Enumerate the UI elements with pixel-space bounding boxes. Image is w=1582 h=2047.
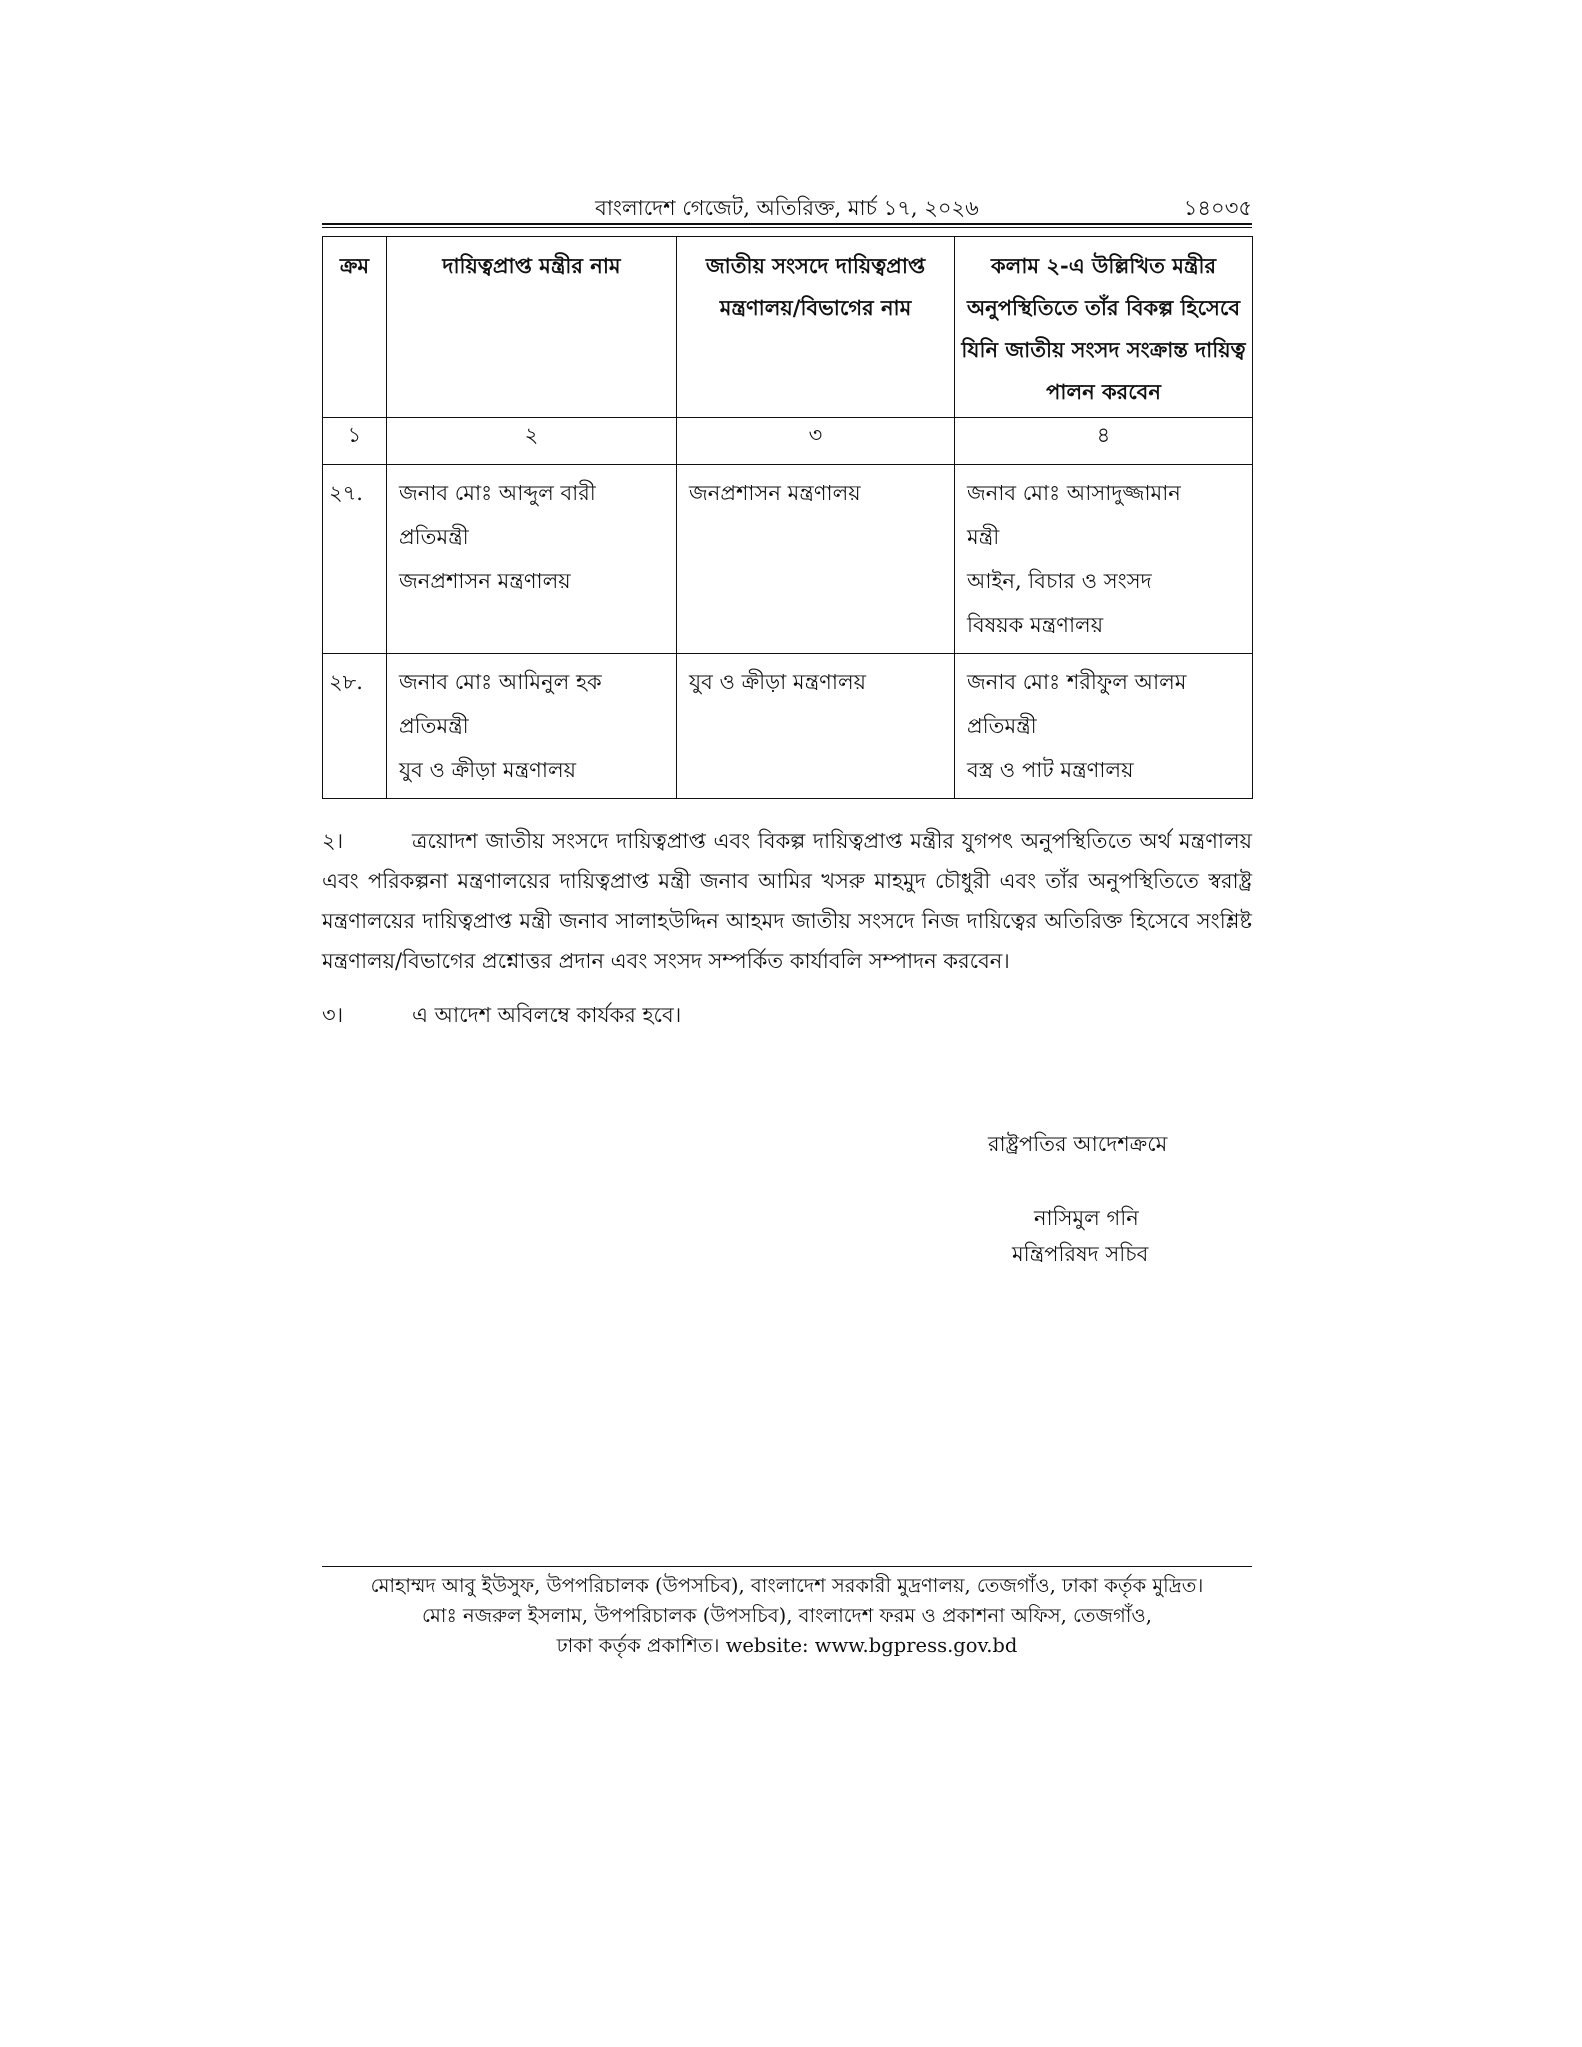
footer-rule (322, 1566, 1252, 1567)
column-number: ১ (323, 418, 387, 465)
paragraph-text: এ আদেশ অবিলম্বে কার্যকর হবে। (412, 1003, 682, 1027)
paragraph-3 (322, 995, 1252, 1035)
paragraph-text: ত্রয়োদশ জাতীয় সংসদে দায়িত্বপ্রাপ্ত এবং বিকল্প দায়িত্বপ্রাপ্ত মন্ত্রীর যুগপৎ অনুপস্থিতিতে অর্থ মন্ত্রণালয় এবং পরিকল্পনা মন্ত্রণালয়ের দায়িত্বপ্রাপ্ত মন্ত্রী জনাব আমির খসরু মাহমুদ চৌধুরী এবং তাঁর অনুপস্থিতিতে স্বরাষ্ট্র মন্ত্রণালয়ের দায়িত্বপ্রাপ্ত মন্ত্রী জনাব সালাহউদ্দিন আহমদ জাতীয় সংসদে নিজ দায়িত্বের অতিরিক্ত হিসেবে সংশ্লিষ্ট মন্ত্রণালয়/বিভাগের প্রশ্নোত্তর প্রদান এবং সংসদ সম্পর্কিত কার্যাবলি সম্পাদন করবেন। (322, 829, 1252, 973)
footer-website-line: ঢাকা কর্তৃক প্রকাশিত। website: www.bgpress.gov.bd (556, 1634, 1018, 1657)
minister-rank: প্রতিমন্ত্রী (399, 714, 469, 738)
minister-ministry: জনপ্রশাসন মন্ত্রণালয় (399, 569, 571, 593)
alternate-ministry: বস্ত্র ও পাট মন্ত্রণালয় (967, 758, 1134, 782)
row-minister (387, 465, 677, 654)
row-serial: ২৮. (323, 654, 387, 799)
minister-ministry: যুব ও ক্রীড়া মন্ত্রণালয় (399, 758, 576, 782)
column-number-row (323, 418, 1253, 465)
header-minister: দায়িত্বপ্রাপ্ত মন্ত্রীর নাম (387, 237, 677, 418)
minister-name: জনাব মোঃ আব্দুল বারী (399, 481, 596, 505)
paragraph-number: ২। (322, 829, 344, 853)
column-number: ২ (387, 418, 677, 465)
header-alternate: কলাম ২-এ উল্লিখিত মন্ত্রীর অনুপস্থিতিতে তাঁর বিকল্প হিসেবে যিনি জাতীয় সংসদ সংক্রান্ত দায়িত্ব পালন করবেন (955, 237, 1253, 418)
duty-table (322, 236, 1253, 799)
column-number: ৩ (677, 418, 955, 465)
row-alternate (955, 654, 1253, 799)
signatory-designation: মন্ত্রিপরিষদ সচিব (1012, 1242, 1149, 1266)
alternate-rank: মন্ত্রী (967, 525, 1000, 549)
duty-table-container (322, 236, 1252, 799)
table-row (323, 465, 1253, 654)
minister-rank: প্রতিমন্ত্রী (399, 525, 469, 549)
table-row (323, 654, 1253, 799)
alternate-ministry: আইন, বিচার ও সংসদ (967, 569, 1152, 593)
order-line: রাষ্ট্রপতির আদেশক্রমে (988, 1132, 1168, 1156)
row-alternate (955, 465, 1253, 654)
column-number: ৪ (955, 418, 1253, 465)
header-serial: ক্রম (323, 237, 387, 418)
footer-printer-line: মোহাম্মদ আবু ইউসুফ, উপপরিচালক (উপসচিব), বাংলাদেশ সরকারী মুদ্রণালয়, তেজগাঁও, ঢাকা কর্তৃক মুদ্রিত। (370, 1574, 1204, 1597)
page-number: ১৪০৩৫ (1183, 196, 1252, 220)
header-rule (322, 223, 1252, 228)
header-ministry: জাতীয় সংসদে দায়িত্বপ্রাপ্ত মন্ত্রণালয়/বিভাগের নাম (677, 237, 955, 418)
gazette-title: বাংলাদেশ গেজেট, অতিরিক্ত, মার্চ ১৭, ২০২৬ (595, 196, 979, 220)
table-header-row (323, 237, 1253, 418)
alternate-name: জনাব মোঃ শরীফুল আলম (967, 670, 1187, 694)
paragraph-2 (322, 821, 1252, 981)
row-ministry: জনপ্রশাসন মন্ত্রণালয় (677, 465, 955, 654)
alternate-ministry-cont: বিষয়ক মন্ত্রণালয় (967, 613, 1104, 637)
footer-publisher-line: মোঃ নজরুল ইসলাম, উপপরিচালক (উপসচিব), বাংলাদেশ ফরম ও প্রকাশনা অফিস, তেজগাঁও, (422, 1604, 1152, 1627)
signatory-name: নাসিমুল গনি (1034, 1206, 1139, 1230)
page-header (322, 188, 1252, 226)
row-minister (387, 654, 677, 799)
minister-name: জনাব মোঃ আমিনুল হক (399, 670, 602, 694)
alternate-name: জনাব মোঃ আসাদুজ্জামান (967, 481, 1181, 505)
order-paragraphs (322, 821, 1252, 1035)
alternate-rank: প্রতিমন্ত্রী (967, 714, 1037, 738)
row-ministry: যুব ও ক্রীড়া মন্ত্রণালয় (677, 654, 955, 799)
row-serial: ২৭. (323, 465, 387, 654)
page-footer (322, 1566, 1252, 1661)
paragraph-number: ৩। (322, 1003, 344, 1027)
gazette-page (322, 188, 1252, 1266)
